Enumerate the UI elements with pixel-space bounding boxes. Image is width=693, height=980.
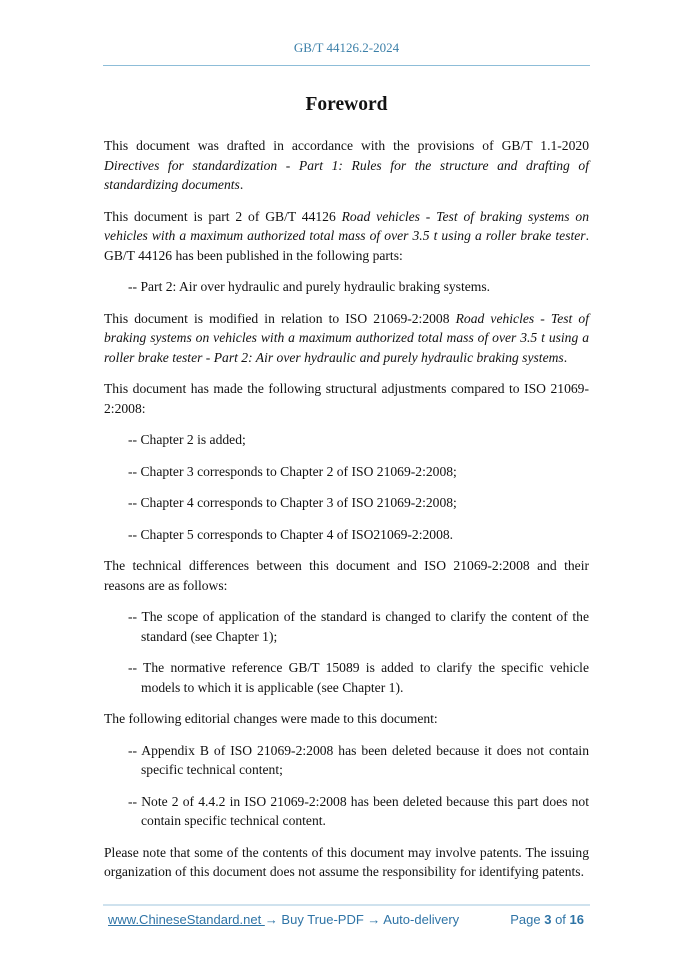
paragraph-patents: Please note that some of the contents of this document may involve patents. The issuing organization of this document does not assume the responsibility for identifying patents. (104, 844, 589, 879)
page-footer (108, 912, 588, 932)
paragraph-drafting-basis (104, 136, 589, 195)
list-item-structural: -- Chapter 5 corresponds to Chapter 4 of ISO21069-2:2008. (128, 526, 454, 542)
paragraph-technical-intro: The technical differences between this document and ISO 21069-2:2008 and their reasons are as follows: (104, 558, 589, 593)
website-link[interactable]: www.ChineseStandard.net (108, 912, 265, 927)
paragraph-editorial-intro: The following editorial changes were made to this document: (104, 711, 438, 726)
paragraph-text: This document is modified in relation to ISO 21069-2:2008 (104, 310, 456, 326)
paragraph-structural-intro: This document has made the following structural adjustments compared to ISO 21069-2:2008: (104, 381, 589, 416)
foreword-body (104, 136, 589, 894)
paragraph-text: . (239, 177, 244, 192)
current-page: 3 (544, 912, 552, 927)
paragraph-text: This document is part 2 of GB/T 44126 (104, 208, 342, 224)
document-code-header: GB/T 44126.2-2024 (293, 40, 400, 55)
list-item-structural: -- Chapter 4 corresponds to Chapter 3 of ISO 21069-2:2008; (128, 495, 457, 510)
header-divider (103, 65, 590, 66)
standard-title-italic: Road vehicles - Test of braking systems on vehicles with a maximum authorized total mass of over 3.5 t using a roller brake tester - Part 2: Air over hydraulic and purely hydraulic braking systems (104, 310, 589, 365)
total-pages: 16 (569, 912, 584, 927)
list-item-technical: -- The scope of application of the standard is changed to clarify the content of the standard (see Chapter 1); (128, 609, 589, 644)
footer-divider (103, 904, 590, 906)
list-item-structural: -- Chapter 3 corresponds to Chapter 2 of ISO 21069-2:2008; (128, 463, 457, 479)
standard-title-italic: Road vehicles - Test of braking systems on vehicles with a maximum authorized total mass of over 3.5 t using a roller brake tester (104, 208, 589, 243)
paragraph-text: This document was drafted in accordance with the provisions of GB/T 1.1-2020 (104, 138, 589, 153)
paragraph-text: . (563, 349, 568, 365)
list-item-editorial: -- Appendix B of ISO 21069-2:2008 has been deleted because it does not contain specific technical content; (128, 742, 589, 777)
standard-title-italic: Directives for standardization - Part 1: Rules for the structure and drafting of standardizing documents (104, 157, 589, 192)
list-item-technical: -- The normative reference GB/T 15089 is added to clarify the specific vehicle models to which it is applicable (see Chapter 1). (128, 660, 589, 695)
footer-promo-text: → Buy True-PDF → Auto-delivery (264, 912, 460, 927)
paragraph-modification (104, 309, 589, 368)
page-number (510, 912, 584, 927)
page-of-label: of (555, 912, 566, 927)
page-title: Foreword (305, 94, 388, 115)
list-item-structural: -- Chapter 2 is added; (128, 432, 246, 447)
list-item-editorial: -- Note 2 of 4.4.2 in ISO 21069-2:2008 has been deleted because this part does not contain specific technical content. (128, 793, 589, 828)
page-label: Page (510, 912, 541, 927)
paragraph-text: . GB/T 44126 has been published in the following parts: (104, 228, 589, 263)
paragraph-part-info (104, 207, 589, 266)
list-item-part: -- Part 2: Air over hydraulic and purely hydraulic braking systems. (128, 279, 491, 294)
footer-promo (108, 912, 459, 927)
